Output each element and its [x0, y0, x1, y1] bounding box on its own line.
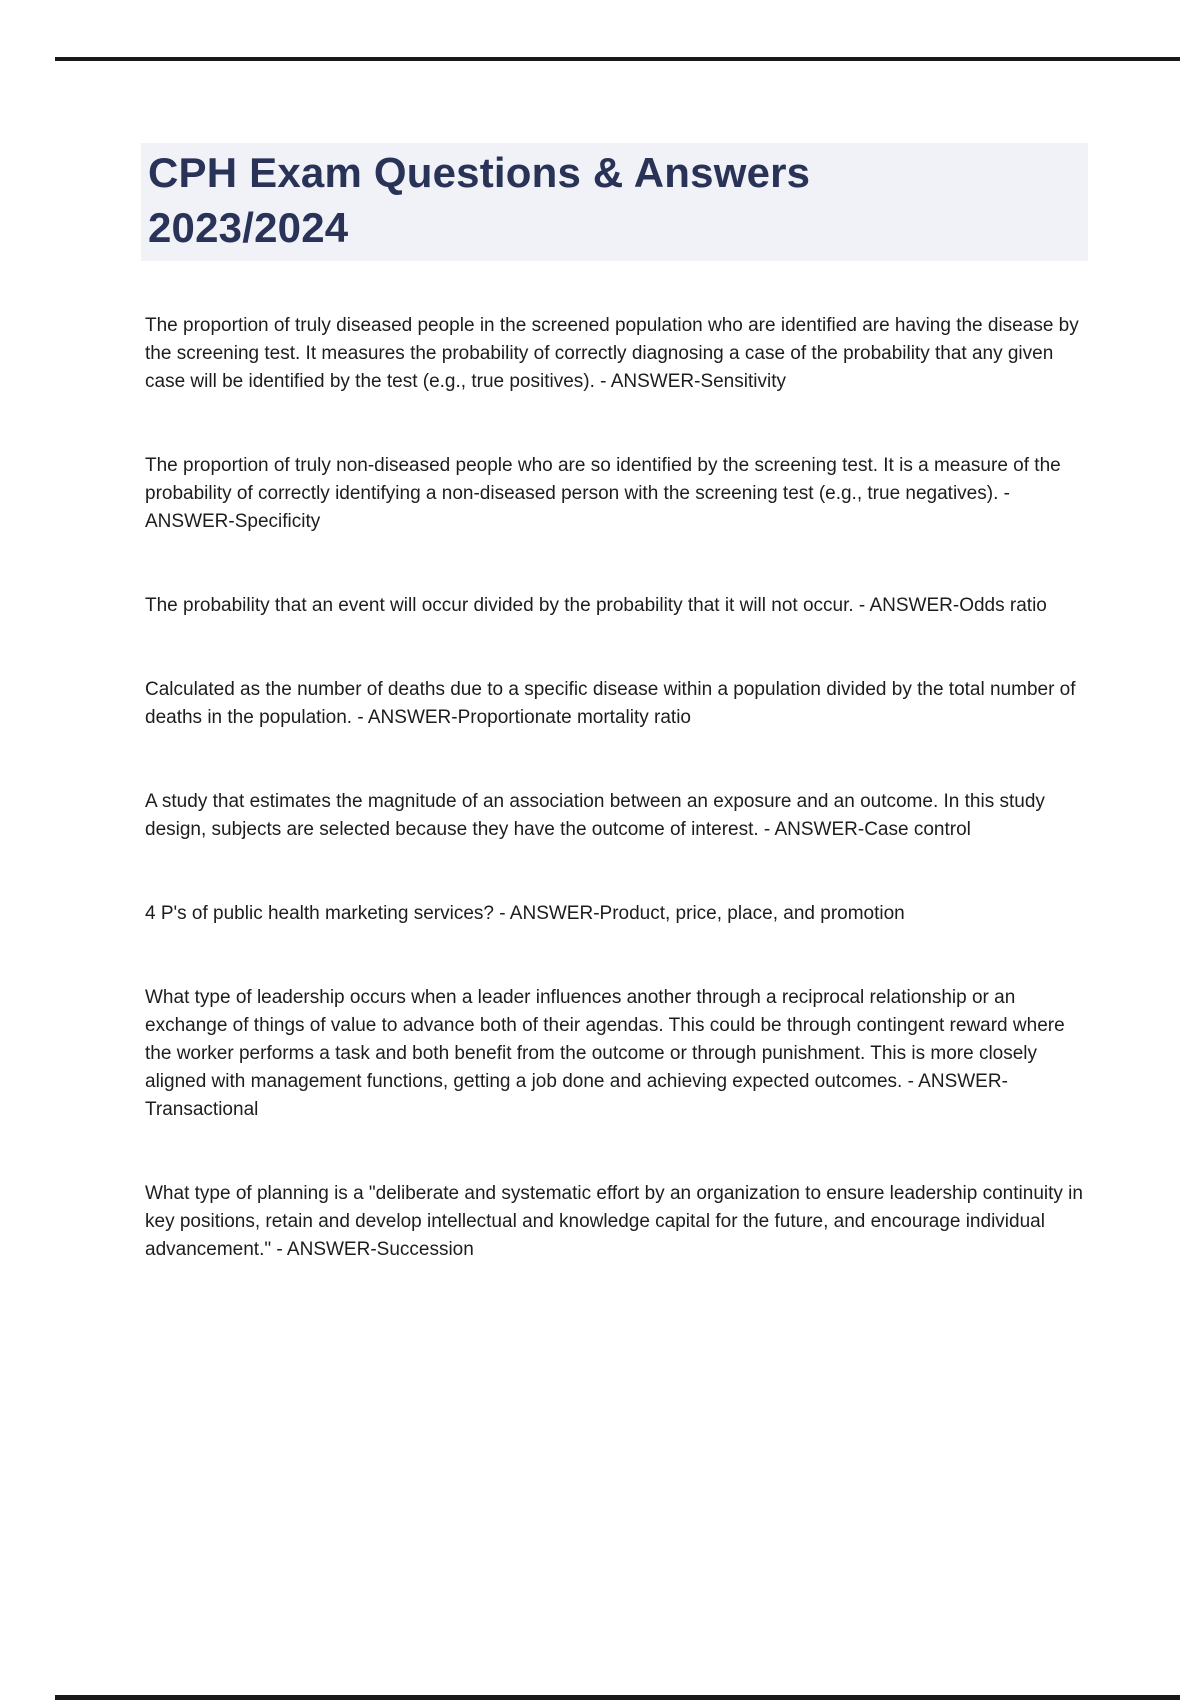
qa-paragraph: What type of leadership occurs when a leader influences another through a reciprocal relationship or an exchange of things of value to advance both of their agendas. This could be through contingent reward where the worker performs a task and both benefit from the outcome or through punishment. This is more closely aligned with management functions, getting a job done and achieving expected outcomes. - ANSWER-Transactional — [145, 987, 1065, 1120]
qa-paragraph: What type of planning is a "deliberate and systematic effort by an organization to ensure leadership continuity in key positions, retain and develop intellectual and knowledge capital for the future, and encourage individual advancement." - ANSWER-Succession — [145, 1183, 1083, 1260]
qa-list — [145, 312, 1093, 1320]
qa-paragraph: The probability that an event will occur divided by the probability that it will not occur. - ANSWER-Odds ratio — [145, 595, 1047, 616]
qa-paragraph: The proportion of truly diseased people in the screened population who are identified are having the disease by the screening test. It measures the probability of correctly diagnosing a case of the probability that any given case will be identified by the test (e.g., true positives). - ANSWER-Sensitivity — [145, 315, 1079, 392]
qa-paragraph: 4 P's of public health marketing services? - ANSWER-Product, price, place, and promotion — [145, 903, 905, 924]
footer-rule — [55, 1695, 1180, 1700]
qa-paragraph: The proportion of truly non-diseased people who are so identified by the screening test. It is a measure of the probability of correctly identifying a non-diseased person with the screening test (e.g., true negatives). - ANSWER-Specificity — [145, 455, 1061, 532]
page-title-line2: 2023/2024 — [148, 204, 349, 251]
page-title — [148, 145, 1080, 255]
header-rule — [55, 57, 1180, 61]
qa-paragraph: A study that estimates the magnitude of an association between an exposure and an outcome. In this study design, subjects are selected because they have the outcome of interest. - ANSWER-Case control — [145, 791, 1045, 840]
title-block — [141, 143, 1088, 261]
qa-paragraph: Calculated as the number of deaths due to a specific disease within a population divided by the total number of deaths in the population. - ANSWER-Proportionate mortality ratio — [145, 679, 1076, 728]
page-title-line1: CPH Exam Questions & Answers — [148, 149, 811, 196]
